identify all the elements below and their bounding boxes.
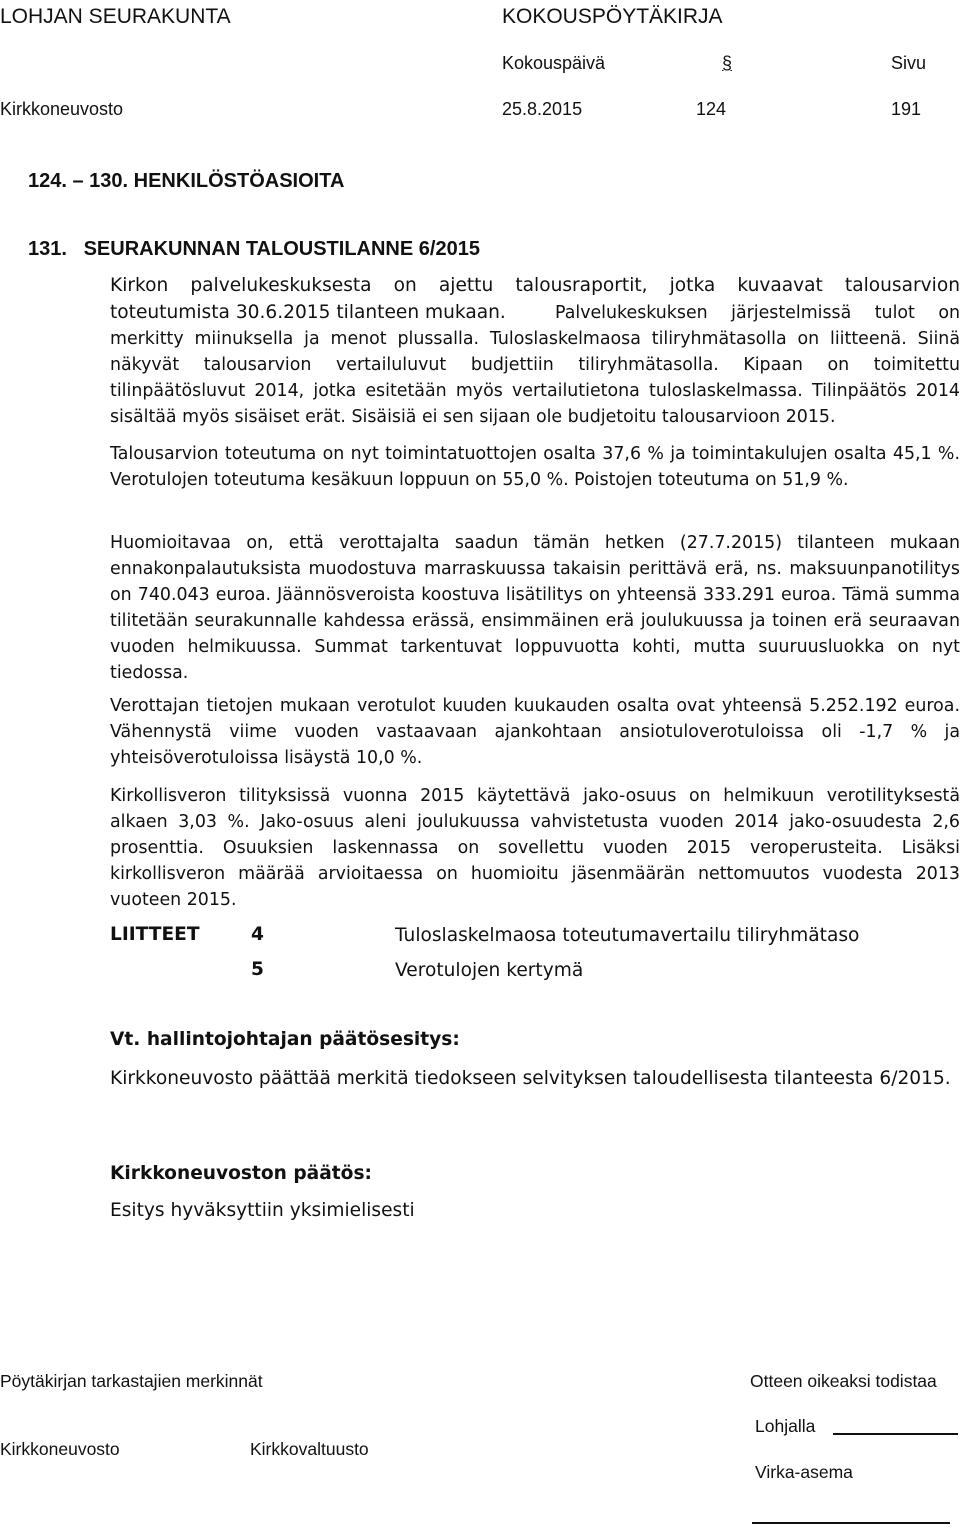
body-paragraph-3: Huomioitavaa on, että verottajalta saadun tämän hetken (27.7.2015) tilanteen mukaan ennakonpalautuksista muodostuva marraskuussa takaisin perittävä erä, ns. maksuunpanotilitys on 740.043 euroa. Jäännösveroista koostuva lisätilitys on yhteensä 333.291 euroa. Tämä summa tilitetään seurakunnalle kahdessa erässä, ensimmäinen erä joulukuussa ja toinen erä seuraavan vuoden helmikuussa. Summat tarkentuvat loppuvuotta kohti, mutta suuruusluokka on nyt tiedossa. — [110, 533, 960, 683]
date-signature-line — [833, 1433, 958, 1435]
attachment-number: 4 — [251, 924, 264, 945]
page-label: Sivu — [891, 53, 927, 73]
attachment-title: Verotulojen kertymä — [395, 960, 584, 981]
council-checkers-label: Kirkkoneuvosto — [0, 1439, 120, 1459]
proposal-heading: Vt. hallintojohtajan päätösesitys: — [110, 1029, 460, 1050]
document-type: KOKOUSPÖYTÄKIRJA — [502, 5, 723, 28]
section-heading-finance: 131. SEURAKUNNAN TALOUSTILANNE 6/2015 — [28, 238, 480, 260]
section-symbol: § — [722, 53, 733, 73]
body-paragraph-lead: Kirkon palvelukeskuksesta on ajettu talousraportit, jotka kuvaavat talousarvion toteutumista 30.6.2015 tilanteen mukaan. — [110, 275, 960, 323]
proposal-text: Kirkkoneuvosto päättää merkitä tiedokseen selvityksen taloudellisesta tilanteesta 6/2015. — [110, 1068, 951, 1089]
organization-name: LOHJAN SEURAKUNTA — [0, 5, 231, 28]
meeting-date: 25.8.2015 — [502, 99, 583, 119]
body-paragraph-2: Talousarvion toteutuma on nyt toimintatuottojen osalta 37,6 % ja toimintakulujen osalta 45,1 %. Verotulojen toteutuma kesäkuun loppuun on 55,0 %. Poistojen toteutuma on 51,9 %. — [110, 444, 960, 490]
section-number: 124 — [696, 99, 727, 119]
attachments-label: LIITTEET — [110, 924, 200, 945]
signature-line — [752, 1522, 950, 1524]
attachment-title: Tuloslaskelmaosa toteutumavertailu tiliryhmätaso — [395, 925, 860, 946]
section-heading-personnel: 124. – 130. HENKILÖSTÖASIOITA — [28, 170, 345, 192]
attachment-number: 5 — [251, 959, 264, 980]
extract-certification-label: Otteen oikeaksi todistaa — [750, 1371, 937, 1391]
place-label: Lohjalla — [755, 1416, 816, 1436]
body-paragraph-1: Palvelukeskuksen järjestelmissä tulot on merkitty miinuksella ja menot plussalla. Tuloslaskelmaosa tiliryhmätasolla on liitteenä. Siinä näkyvät talousarvion vertailuluvut budjettiin tiliryhmätasolla. Kipaan on toimitettu tilinpäätösluvut 2014, jotka esitetään myös vertailutietona tuloslaskelmassa. Tilinpäätös 2014 sisältää myös sisäiset erät. Sisäisiä ei sen sijaan ole budjetoitu talousarvioon 2015. — [110, 303, 960, 427]
office-label: Virka-asema — [755, 1462, 853, 1482]
body-paragraph-5: Kirkollisveron tilityksissä vuonna 2015 käytettävä jako-osuus on helmikuun verotilityksestä alkaen 3,03 %. Jako-osuus aleni joulukuussa vahvistetusta vuoden 2014 jako-osuudesta 2,6 prosenttia. Osuuksien laskennassa on sovellettu vuoden 2015 veroperusteita. Lisäksi kirkollisveron määrää arvioitaessa on huomioitu jäsenmäärän nettomuutos vuodesta 2013 vuoteen 2015. — [110, 786, 960, 910]
decision-text: Esitys hyväksyttiin yksimielisesti — [110, 1200, 415, 1221]
body-paragraph-4: Verottajan tietojen mukaan verotulot kuuden kuukauden osalta ovat yhteensä 5.252.192 euroa. Vähennystä viime vuoden vastaavaan ajankohtaan ansiotuloverotuloissa oli -1,7 % ja yhteisöverotuloissa lisäystä 10,0 %. — [110, 696, 960, 768]
checkers-label: Pöytäkirjan tarkastajien merkinnät — [0, 1371, 263, 1391]
decision-heading: Kirkkoneuvoston päätös: — [110, 1163, 372, 1184]
parish-council-checkers-label: Kirkkovaltuusto — [250, 1439, 369, 1459]
page-number: 191 — [891, 99, 922, 119]
meeting-date-label: Kokouspäivä — [502, 53, 606, 73]
meeting-body: Kirkkoneuvosto — [0, 99, 124, 119]
